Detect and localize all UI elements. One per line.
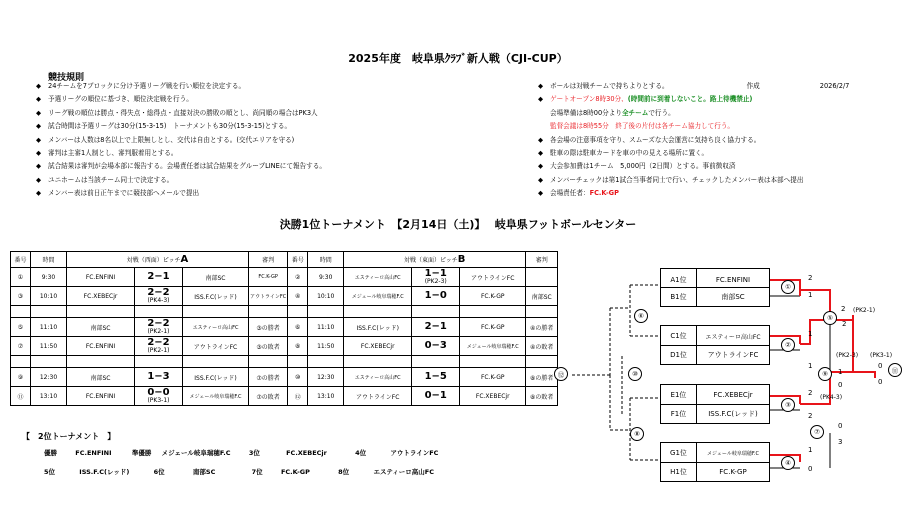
rule-item: ◆ メンバーチェックは第1試合当事者同士で行い、チェックしたメンバー表は本部へ提出	[538, 175, 804, 184]
score: 2	[841, 305, 846, 313]
score: 0	[838, 381, 843, 389]
match-number: ①	[781, 280, 795, 294]
rule-item: ◆ 試合時間は予選リーグは30分(15-3-15) トーナメントも30分(15-3-15)とする。	[36, 122, 292, 131]
score: 0	[878, 362, 883, 370]
rule-item: ◆ メンバーは人数は8名以上で上限無しとし、交代は自由とする。(交代エリアを守る)	[36, 135, 295, 144]
bracket-team-g1: G1位 メジェール岐阜瑞穂F.C	[660, 442, 770, 464]
table-row: ③ 10:10 FC.XEBECjr 2−2 (PK4-3) ISS.F.C(レッド) アウトラインFC ④ 10:10 メジェール岐阜瑞穂F.C 1−0 FC.K-GP 南部SC	[11, 287, 558, 306]
match-number: ④	[781, 456, 795, 470]
header-referee: 審判	[249, 252, 288, 268]
header-west: 対戦（西面）ピッチA	[67, 252, 249, 268]
pk-result: (PK3-1)	[870, 352, 893, 359]
match-number: ③	[781, 398, 795, 412]
match-score: 2−2 (PK4-3)	[135, 287, 183, 306]
match-score: 2−2 (PK2-1)	[135, 318, 183, 337]
rule-item: ◆ 24チームを7ブロックに分け予選リーグ戦を行い順位を決定する。	[36, 82, 246, 90]
table-row: ⑨ 12:30 南部SC 1−3 ISS.F.C(レッド) ⑦の勝者 ⑩ 12:30 エスティーロ高山FC 1−5 FC.K-GP ⑧の勝者	[11, 368, 558, 387]
header-number: 番号	[288, 252, 308, 268]
match-score: 0−0 (PK3-1)	[135, 387, 183, 406]
rank-row: 5位 ISS.F.C(レッド) 6位 南部SC 7位 FC.K-GP 8位 エスティーロ高山FC	[44, 468, 435, 476]
score: 1	[808, 446, 813, 454]
score: 2	[842, 320, 847, 328]
match-score: 1−0	[412, 287, 460, 306]
pk-result: (PK4-3)	[820, 394, 843, 401]
second-tournament-heading: 【 2位トーナメント 】	[22, 432, 116, 441]
bracket-team-b1: B1位 南部SC	[660, 287, 770, 307]
rule-item: ◆ 駐車の際は駐車カードを車の中の見える場所に置く。	[538, 149, 709, 158]
rule-item: ◆ ボールは対戦チームで持ちよりとする。 作成 2026/2/7	[538, 82, 850, 90]
match-number: ⑥	[634, 309, 648, 323]
bracket-team-c1: C1位 エスティーロ高山FC	[660, 325, 770, 347]
rules-heading: 競技規則	[48, 73, 85, 83]
rule-item: 監督会議は8時55分 終了後の片付は各チーム協力して行う。	[550, 122, 735, 131]
score: 0	[838, 422, 843, 430]
score: 0	[808, 465, 813, 473]
rank-row: 優勝 FC.ENFINI 準優勝 メジェール岐阜瑞穂F.C 3位 FC.XEBECjr 4位 アウトラインFC	[44, 449, 439, 457]
header-referee: 審判	[526, 252, 558, 268]
match-score: 1−3	[135, 368, 183, 387]
bracket-team-e1: E1位 FC.XEBECjr	[660, 384, 770, 406]
table-row: ① 9:30 FC.ENFINI 2−1 南部SC FC.K-GP ② 9:30 エスティーロ高山FC 1−1 (PK2-3) アウトラインFC	[11, 268, 558, 287]
rule-item: ◆ メンバー表は前日正午までに競技部へメールで提出	[36, 189, 200, 198]
score: 1	[808, 330, 813, 338]
rule-item: ◆ 各会場の注意事項を守り、スムーズな大会運営に気持ち良く協力する。	[538, 135, 761, 144]
page-title: 2025年度 岐阜県ｸﾗﾌﾞ新人戦（CJI-CUP）	[348, 52, 568, 65]
header-number: 番号	[11, 252, 31, 268]
match-number: ⑪	[888, 363, 902, 377]
bracket-team-h1: H1位 FC.K-GP	[660, 462, 770, 482]
bracket-team-d1: D1位 アウトラインFC	[660, 345, 770, 365]
rule-item: ◆ 大会参加費は1チーム 5,000円（2日間）とする。事前徴収済	[538, 162, 736, 171]
rule-item: ◆ 試合結果は審判が会場本部に報告する。会場責任者は試合結果をグループLINEにて報告する。	[36, 162, 326, 171]
table-row: ⑦ 11:50 FC.ENFINI 2−2 (PK2-1) アウトラインFC ③の敗者 ⑧ 11:50 FC.XEBECjr 0−3 メジェール岐阜瑞穂F.C ④の敗者	[11, 337, 558, 356]
rule-item: ◆ 審判は主審1人制とし、審判服着用とする。	[36, 149, 178, 158]
match-score: 0−1	[412, 387, 460, 406]
score: 2	[808, 412, 813, 420]
score: 1	[838, 368, 843, 376]
score: 2	[808, 274, 813, 282]
match-score: 1−5	[412, 368, 460, 387]
table-row: ⑤ 11:10 南部SC 2−2 (PK2-1) エスティーロ高山FC ③の勝者 ⑥ 11:10 ISS.F.C(レッド) 2−1 FC.K-GP ④の勝者	[11, 318, 558, 337]
bracket-team-a1: A1位 FC.ENFINI	[660, 268, 770, 292]
table-row: ⑪ 13:10 FC.ENFINI 0−0 (PK3-1) メジェール岐阜瑞穂F.C ⑦の敗者 ⑫ 13:10 アウトラインFC 0−1 FC.XEBECjr ⑧の敗者	[11, 387, 558, 406]
header-time: 時間	[31, 252, 67, 268]
pk-result: (PK2-1)	[853, 307, 876, 314]
header-time: 時間	[308, 252, 344, 268]
match-number: ⑨	[818, 367, 832, 381]
score: 3	[838, 438, 843, 446]
pk-result: (PK2-3)	[836, 352, 859, 359]
rule-item: ◆ リーグ戦の順位は勝点・得失点・総得点・直接対決の勝敗の順とし、尚同順の場合はPK3人	[36, 108, 318, 117]
match-score: 0−3	[412, 337, 460, 356]
match-score: 2−1	[412, 318, 460, 337]
rule-item: ◆ 予選リーグの順位に基づき、順位決定戦を行う。	[36, 95, 193, 104]
match-number: ②	[781, 338, 795, 352]
header-east: 対戦（東面）ピッチB	[344, 252, 526, 268]
bracket-team-f1: F1位 ISS.F.C(レッド)	[660, 404, 770, 424]
score: 2	[808, 389, 813, 397]
match-number: ⑧	[630, 427, 644, 441]
match-score: 1−1 (PK2-3)	[412, 268, 460, 287]
score: 0	[878, 378, 883, 386]
score: 1	[808, 362, 813, 370]
match-number: ⑩	[628, 367, 642, 381]
tournament-banner: 決勝1位トーナメント 【2月14日（土)】 岐阜県フットボールセンター	[279, 218, 637, 231]
match-score: 2−1	[135, 268, 183, 287]
rule-item: ◆ ゲートオープン8時30分、(時間前に到着しないこと。路上待機禁止)	[538, 95, 753, 104]
match-number: ⑫	[554, 367, 568, 381]
rule-item: ◆ 会場責任者：FC.K-GP	[538, 189, 619, 198]
rule-item: 会場準備は8時00分より全チームで行う。	[550, 108, 675, 117]
score: 1	[808, 291, 813, 299]
match-number: ⑤	[823, 311, 837, 325]
match-number: ⑦	[810, 425, 824, 439]
match-score: 2−2 (PK2-1)	[135, 337, 183, 356]
rule-item: ◆ ユニホームは当該チーム同士で決定する。	[36, 175, 174, 184]
